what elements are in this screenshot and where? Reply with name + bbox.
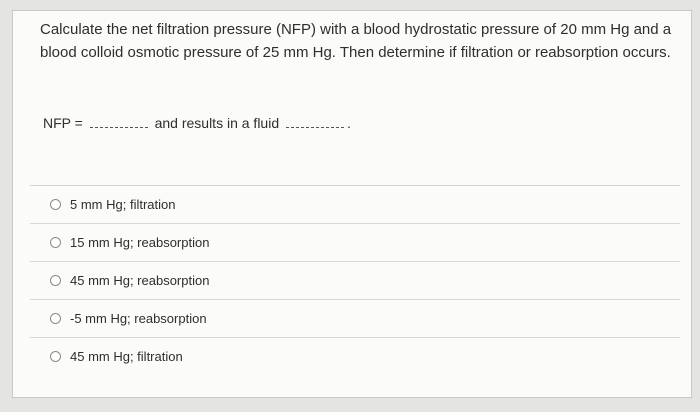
radio-button-icon[interactable]: [50, 237, 61, 248]
radio-button-icon[interactable]: [50, 351, 61, 362]
answer-option-label: 45 mm Hg; filtration: [70, 349, 183, 364]
answer-option-5[interactable]: [30, 338, 680, 375]
answer-option-1[interactable]: [30, 186, 680, 224]
answer-option-3[interactable]: [30, 262, 680, 300]
answer-option-label: -5 mm Hg; reabsorption: [70, 311, 207, 326]
fluid-blank: [286, 116, 344, 128]
fill-in-statement: [43, 115, 351, 131]
middle-text: and results in a fluid: [154, 115, 280, 131]
radio-button-icon[interactable]: [50, 275, 61, 286]
end-punct: .: [347, 115, 351, 131]
answer-option-label: 5 mm Hg; filtration: [70, 197, 176, 212]
answer-option-label: 45 mm Hg; reabsorption: [70, 273, 210, 288]
answer-option-label: 15 mm Hg; reabsorption: [70, 235, 210, 250]
nfp-prefix: NFP =: [43, 115, 83, 131]
answer-options: [30, 185, 680, 375]
radio-button-icon[interactable]: [50, 199, 61, 210]
radio-button-icon[interactable]: [50, 313, 61, 324]
answer-option-4[interactable]: [30, 300, 680, 338]
nfp-blank: [90, 116, 148, 128]
answer-option-2[interactable]: [30, 224, 680, 262]
question-text: Calculate the net filtration pressure (NFP) with a blood hydrostatic pressure of 20 mm Hg and a blood colloid osmotic pressure of 25 mm Hg. Then determine if filtration or reabsorption occurs.: [40, 21, 672, 61]
question-card: [12, 10, 692, 398]
